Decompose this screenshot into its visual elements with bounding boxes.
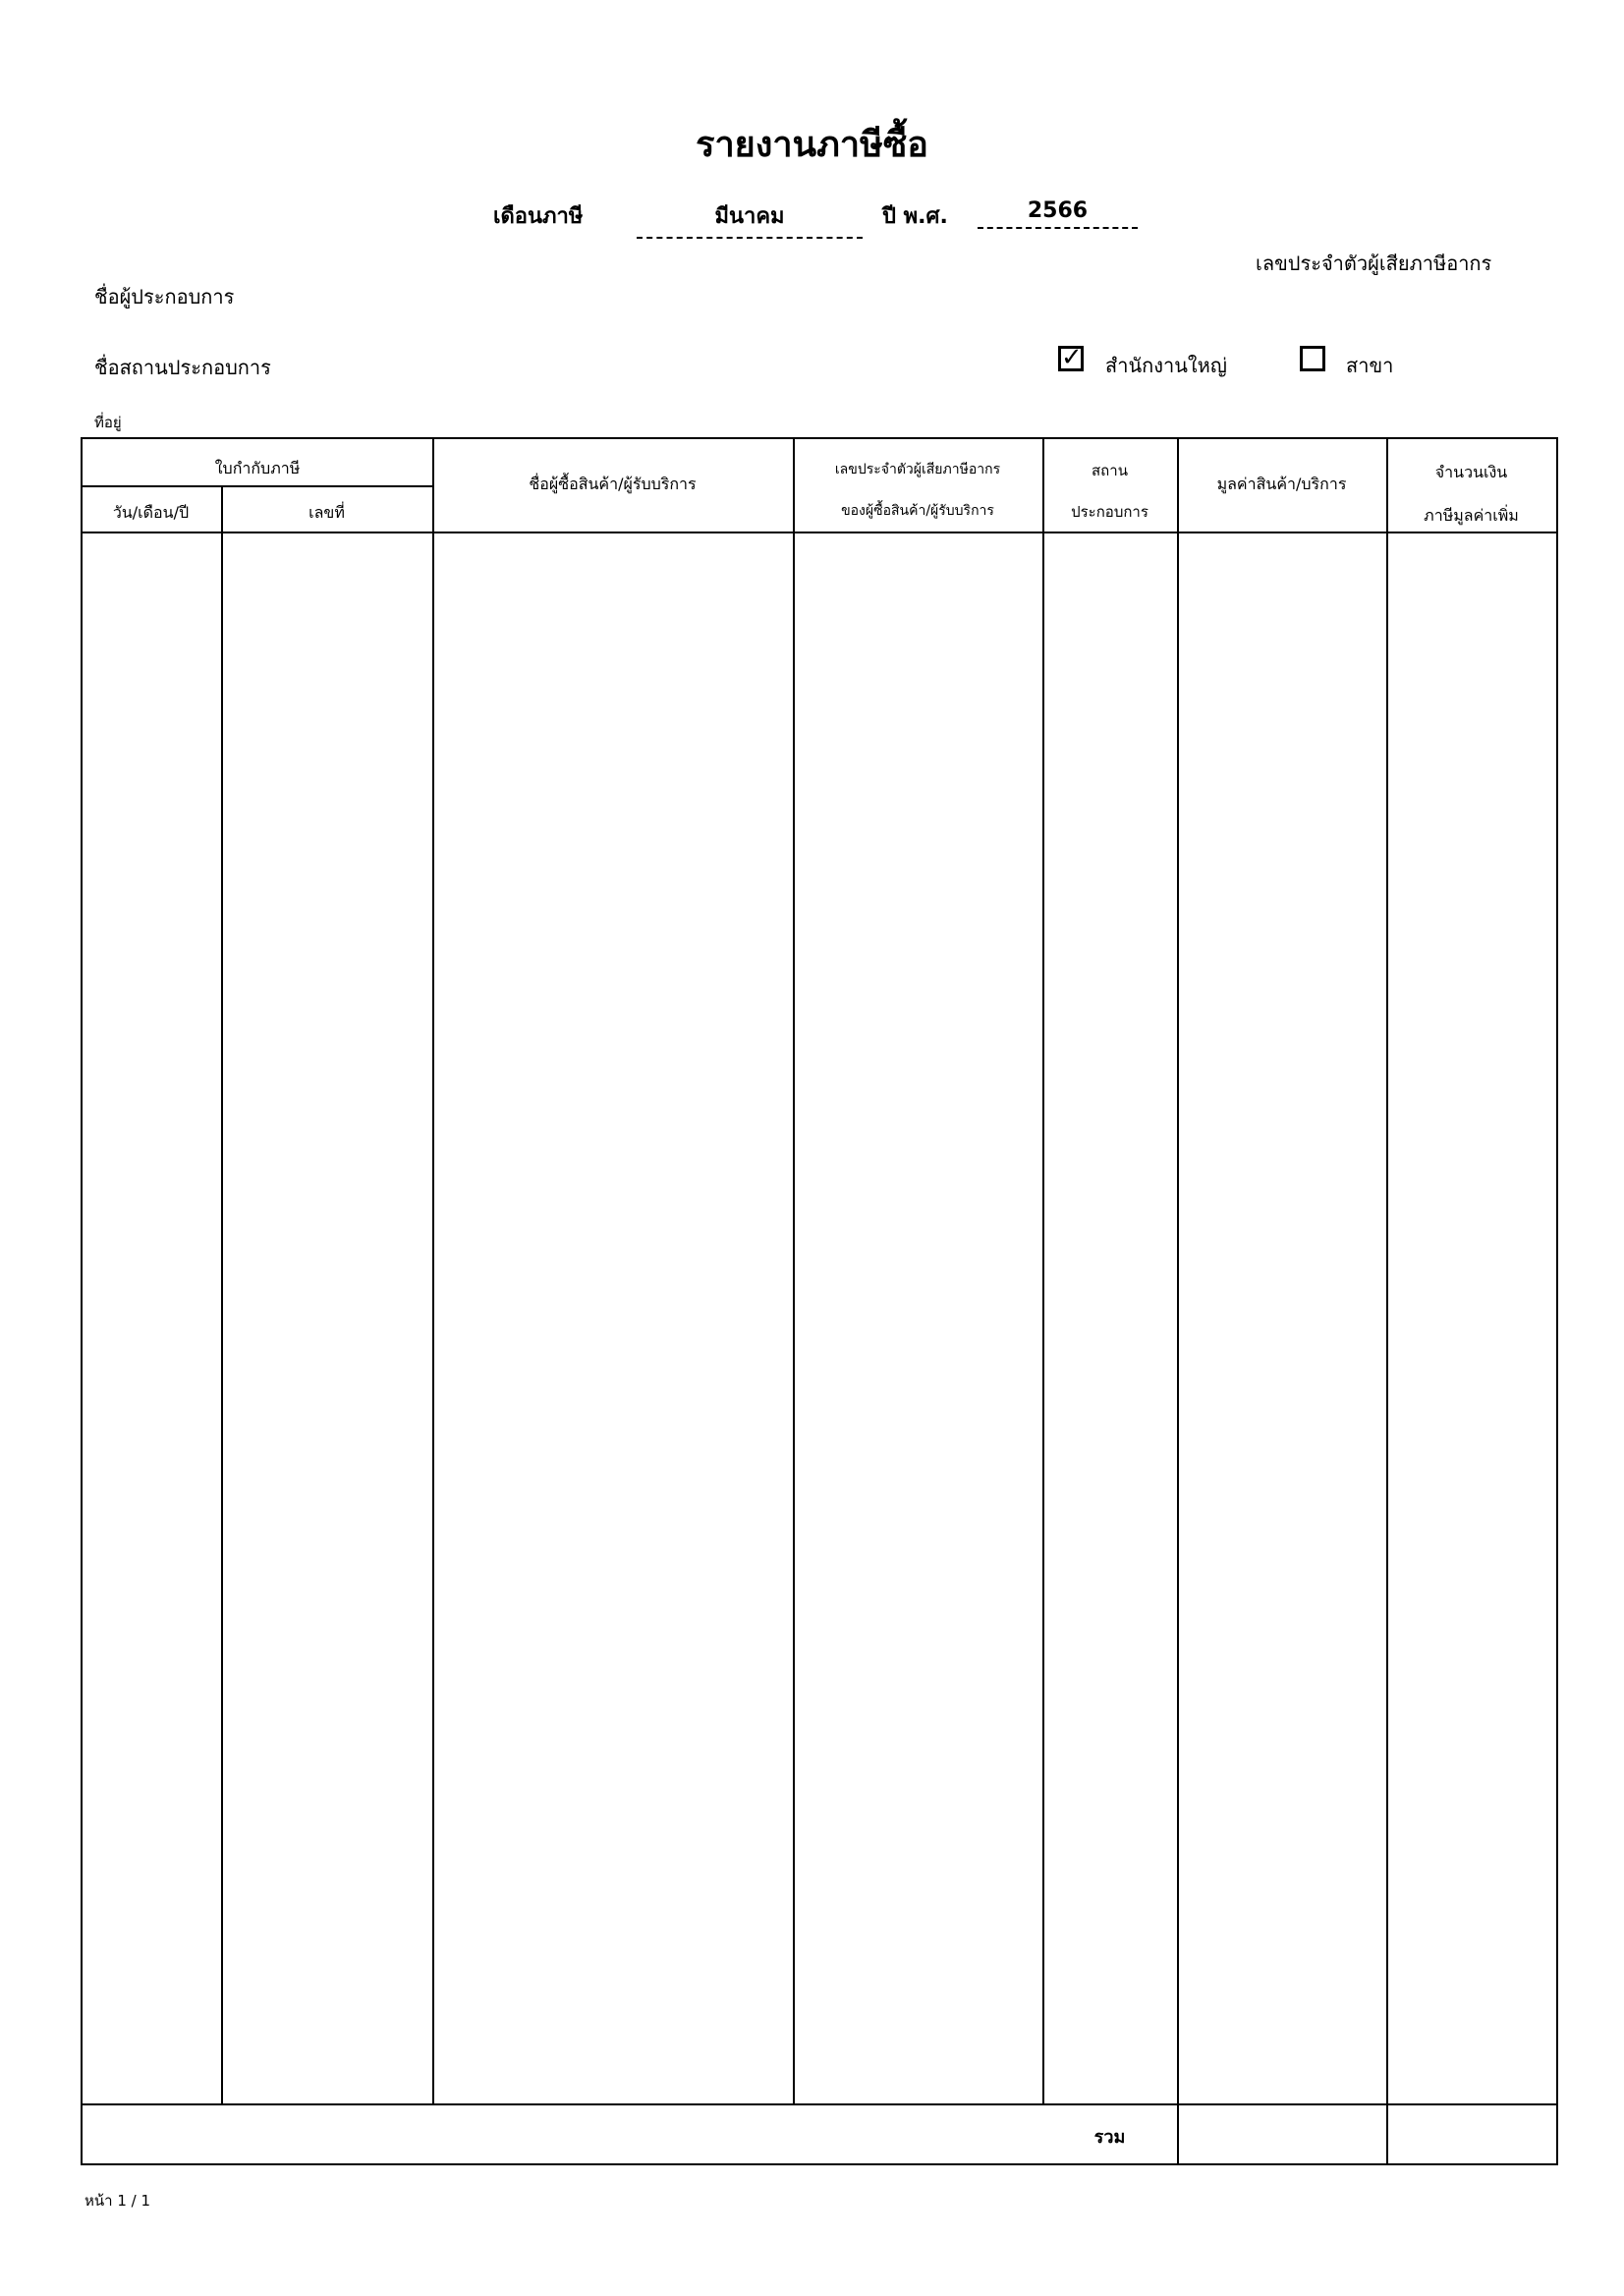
tax-month-value: มีนาคม xyxy=(637,198,863,239)
invoice-group-header: ใบกำกับภาษี xyxy=(214,459,301,477)
operator-name-label: ชื่อผู้ประกอบการ xyxy=(94,285,235,308)
col-date-header: วัน/เดือน/ปี xyxy=(112,503,190,522)
total-label: รวม xyxy=(1093,2127,1126,2148)
taxpayer-id-label: เลขประจำตัวผู้เสียภาษีอากร xyxy=(1256,252,1492,275)
head-office-checkbox[interactable]: ✓ xyxy=(1058,346,1084,371)
page-number: หน้า 1 / 1 xyxy=(84,2192,151,2210)
col-vat-header-2: ภาษีมูลค่าเพิ่ม xyxy=(1424,506,1519,525)
col-taxid-header-1: เลขประจำตัวผู้เสียภาษีอากร xyxy=(834,462,1001,477)
year-label: ปี พ.ศ. xyxy=(882,204,948,229)
col-branch-header-2: ประกอบการ xyxy=(1071,503,1148,521)
col-value-header: มูลค่าสินค้า/บริการ xyxy=(1216,475,1347,493)
col-seller-header: ชื่อผู้ซื้อสินค้า/ผู้รับบริการ xyxy=(529,475,697,493)
branch-checkbox[interactable] xyxy=(1300,346,1325,371)
col-number-header: เลขที่ xyxy=(308,503,345,522)
col-vat-header-1: จำนวนเงิน xyxy=(1434,463,1508,481)
address-label: ที่อยู่ xyxy=(94,414,122,431)
year-value: 2566 xyxy=(978,198,1138,229)
col-branch-header-1: สถาน xyxy=(1092,462,1128,479)
head-office-label: สำนักงานใหญ่ xyxy=(1105,354,1227,377)
tax-month-label: เดือนภาษี xyxy=(493,204,584,229)
col-taxid-header-2: ของผู้ซื้อสินค้า/ผู้รับบริการ xyxy=(841,503,994,519)
establishment-label: ชื่อสถานประกอบการ xyxy=(94,356,271,379)
report-title: รายงานภาษีซื้อ xyxy=(696,125,928,165)
branch-label: สาขา xyxy=(1346,354,1394,377)
